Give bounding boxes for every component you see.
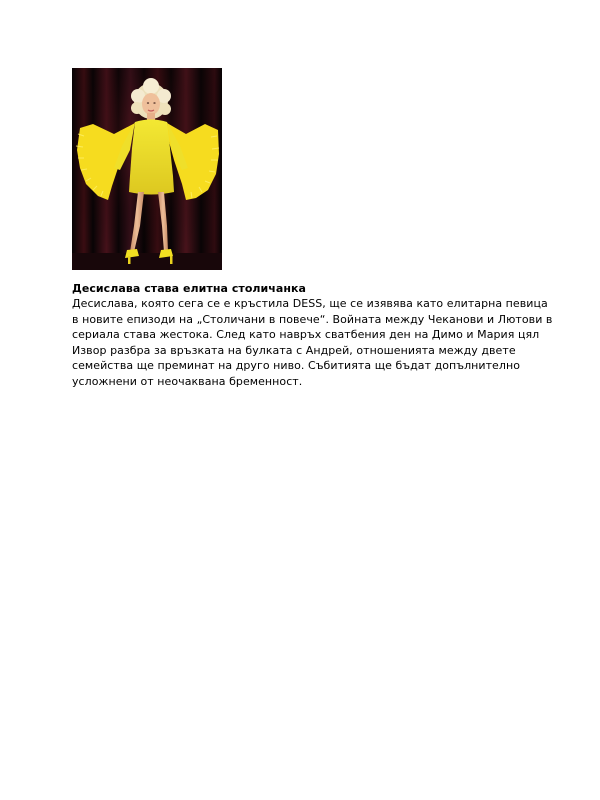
article — [72, 281, 553, 389]
article-photo — [72, 68, 222, 270]
woman-in-yellow-dress-icon — [72, 68, 222, 270]
article-body-line: сериала става жестока. След като навръх сватбения ден на Димо и Мария цял — [72, 328, 540, 341]
article-body-line: Десислава, която сега се е кръстила DESS, ще се изявява като елитарна певица — [72, 297, 548, 310]
article-body-line: Извор разбра за връзката на булката с Андрей, отношенията между двете — [72, 343, 516, 357]
article-headline: Десислава става елитна столичанка — [72, 282, 307, 295]
article-body-line: семейства ще преминат на друго ниво. Събитията ще бъдат допълнително — [72, 359, 520, 372]
article-body-line: усложнени от неочаквана бременност. — [72, 374, 303, 388]
article-body-line: в новите епизоди на „Столичани в повече“. Войната между Чеканови и Лютови в — [72, 312, 553, 326]
